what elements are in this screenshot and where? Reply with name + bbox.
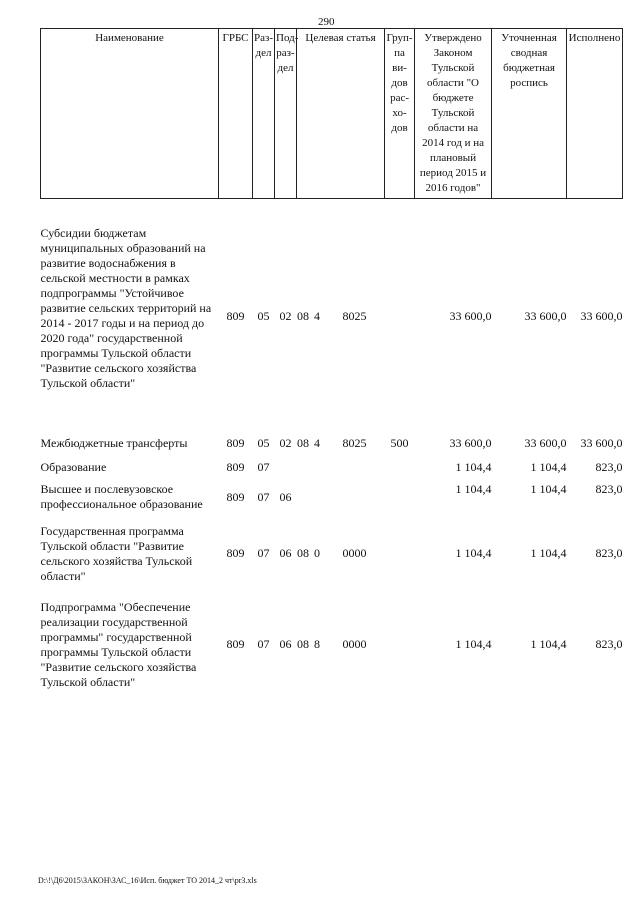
row-vid bbox=[385, 199, 415, 437]
row-razdel: 07 bbox=[257, 546, 270, 560]
table-row bbox=[41, 482, 623, 524]
row-name: Государственная программа Тульской области "Развитие сельского хозяйства Тульской области" bbox=[40, 524, 193, 583]
row-name: Образование bbox=[40, 460, 107, 474]
row-approved: 33 600,0 bbox=[449, 309, 492, 323]
row-refined: 33 600,0 bbox=[524, 436, 567, 450]
page-number: 290 bbox=[318, 16, 335, 28]
row-refined: 33 600,0 bbox=[524, 309, 567, 323]
row-approved: 33 600,0 bbox=[449, 436, 492, 450]
row-target-subprogram: 4 bbox=[314, 309, 320, 323]
row-name: Межбюджетные трансферты bbox=[40, 436, 188, 450]
row-grbs: 809 bbox=[226, 637, 245, 651]
row-refined: 1 104,4 bbox=[530, 637, 567, 651]
row-executed: 823,0 bbox=[595, 460, 623, 474]
row-podrazdel: 02 bbox=[279, 309, 292, 323]
row-razdel: 07 bbox=[257, 637, 270, 651]
header-target: Целевая статья bbox=[297, 29, 385, 199]
row-target-program bbox=[297, 460, 310, 482]
row-name: Субсидии бюджетам муниципальных образований на развитие водоснабжения в сельской местности в рамках подпрограммы "Устойчивое развитие сельских территорий на 2014 - 2017 годы и на период до 2020 года" государственной программы Тульской области "Развитие сельского хозяйства Тульской области" bbox=[40, 226, 212, 390]
row-target-code: 0000 bbox=[342, 546, 367, 560]
table-row bbox=[41, 199, 623, 437]
row-target-subprogram bbox=[310, 482, 325, 524]
row-approved: 1 104,4 bbox=[455, 637, 492, 651]
row-executed: 823,0 bbox=[595, 637, 623, 651]
row-razdel: 07 bbox=[257, 490, 270, 504]
table-row bbox=[41, 460, 623, 482]
row-executed: 823,0 bbox=[595, 482, 623, 496]
row-target-subprogram: 0 bbox=[314, 546, 320, 560]
row-refined: 1 104,4 bbox=[530, 482, 567, 496]
row-podrazdel: 06 bbox=[279, 546, 292, 560]
row-grbs: 809 bbox=[226, 436, 245, 450]
row-executed: 33 600,0 bbox=[580, 309, 623, 323]
row-target-program: 08 bbox=[297, 546, 309, 560]
row-target-subprogram: 8 bbox=[314, 637, 320, 651]
row-vid bbox=[385, 460, 415, 482]
row-target-program: 08 bbox=[297, 436, 309, 450]
row-razdel: 07 bbox=[257, 460, 270, 474]
header-approved: Утверждено Законом Тульской области "О бюджете Тульской области на 2014 год и на плановый период 2015 и 2016 годов" bbox=[415, 29, 492, 199]
row-vid: 500 bbox=[390, 436, 409, 450]
header-vid: Груп-па ви-дов рас-хо-дов bbox=[385, 29, 415, 199]
row-target-code: 0000 bbox=[342, 637, 367, 651]
row-vid bbox=[385, 524, 415, 600]
table-header-row bbox=[41, 29, 623, 199]
row-podrazdel: 06 bbox=[279, 490, 292, 504]
header-razdel: Раз-дел bbox=[253, 29, 275, 199]
row-approved: 1 104,4 bbox=[455, 546, 492, 560]
table-row bbox=[41, 600, 623, 700]
row-grbs: 809 bbox=[226, 309, 245, 323]
row-podrazdel bbox=[275, 460, 297, 482]
row-podrazdel: 02 bbox=[279, 436, 292, 450]
row-target-code bbox=[325, 482, 385, 524]
row-target-program: 08 bbox=[297, 309, 309, 323]
row-refined: 1 104,4 bbox=[530, 546, 567, 560]
row-grbs: 809 bbox=[226, 546, 245, 560]
table-row bbox=[41, 524, 623, 600]
row-target-code: 8025 bbox=[342, 436, 367, 450]
row-vid bbox=[385, 482, 415, 524]
header-podrazdel: Под-раз-дел bbox=[275, 29, 297, 199]
row-executed: 33 600,0 bbox=[580, 436, 623, 450]
header-name: Наименование bbox=[41, 29, 219, 199]
row-podrazdel: 06 bbox=[279, 637, 292, 651]
row-grbs: 809 bbox=[226, 490, 245, 504]
table-row bbox=[41, 436, 623, 460]
header-executed: Исполнено bbox=[567, 29, 623, 199]
header-grbs: ГРБС bbox=[219, 29, 253, 199]
row-target-code: 8025 bbox=[342, 309, 367, 323]
header-refined: Уточненная сводная бюджетная роспись bbox=[492, 29, 567, 199]
row-name: Подпрограмма "Обеспечение реализации государственной программы" государственной программы Тульской области "Развитие сельского хозяйства Тульской области" bbox=[40, 600, 197, 689]
row-target-program bbox=[297, 482, 310, 524]
file-path-footer: D:\!\Д6\2015\ЗАКОН\ЗАС_16\Исп. бюджет ТО 2014_2 чт\pr3.xls bbox=[38, 876, 257, 885]
row-target-subprogram: 4 bbox=[314, 436, 320, 450]
row-executed: 823,0 bbox=[595, 546, 623, 560]
row-target-program: 08 bbox=[297, 637, 309, 651]
row-approved: 1 104,4 bbox=[455, 482, 492, 496]
row-razdel: 05 bbox=[257, 309, 270, 323]
row-name: Высшее и послевузовское профессиональное образование bbox=[40, 482, 203, 511]
row-razdel: 05 bbox=[257, 436, 270, 450]
row-approved: 1 104,4 bbox=[455, 460, 492, 474]
row-refined: 1 104,4 bbox=[530, 460, 567, 474]
budget-table bbox=[40, 28, 623, 700]
row-target-subprogram bbox=[310, 460, 325, 482]
row-vid bbox=[385, 600, 415, 700]
row-grbs: 809 bbox=[226, 460, 245, 474]
row-target-code bbox=[325, 460, 385, 482]
